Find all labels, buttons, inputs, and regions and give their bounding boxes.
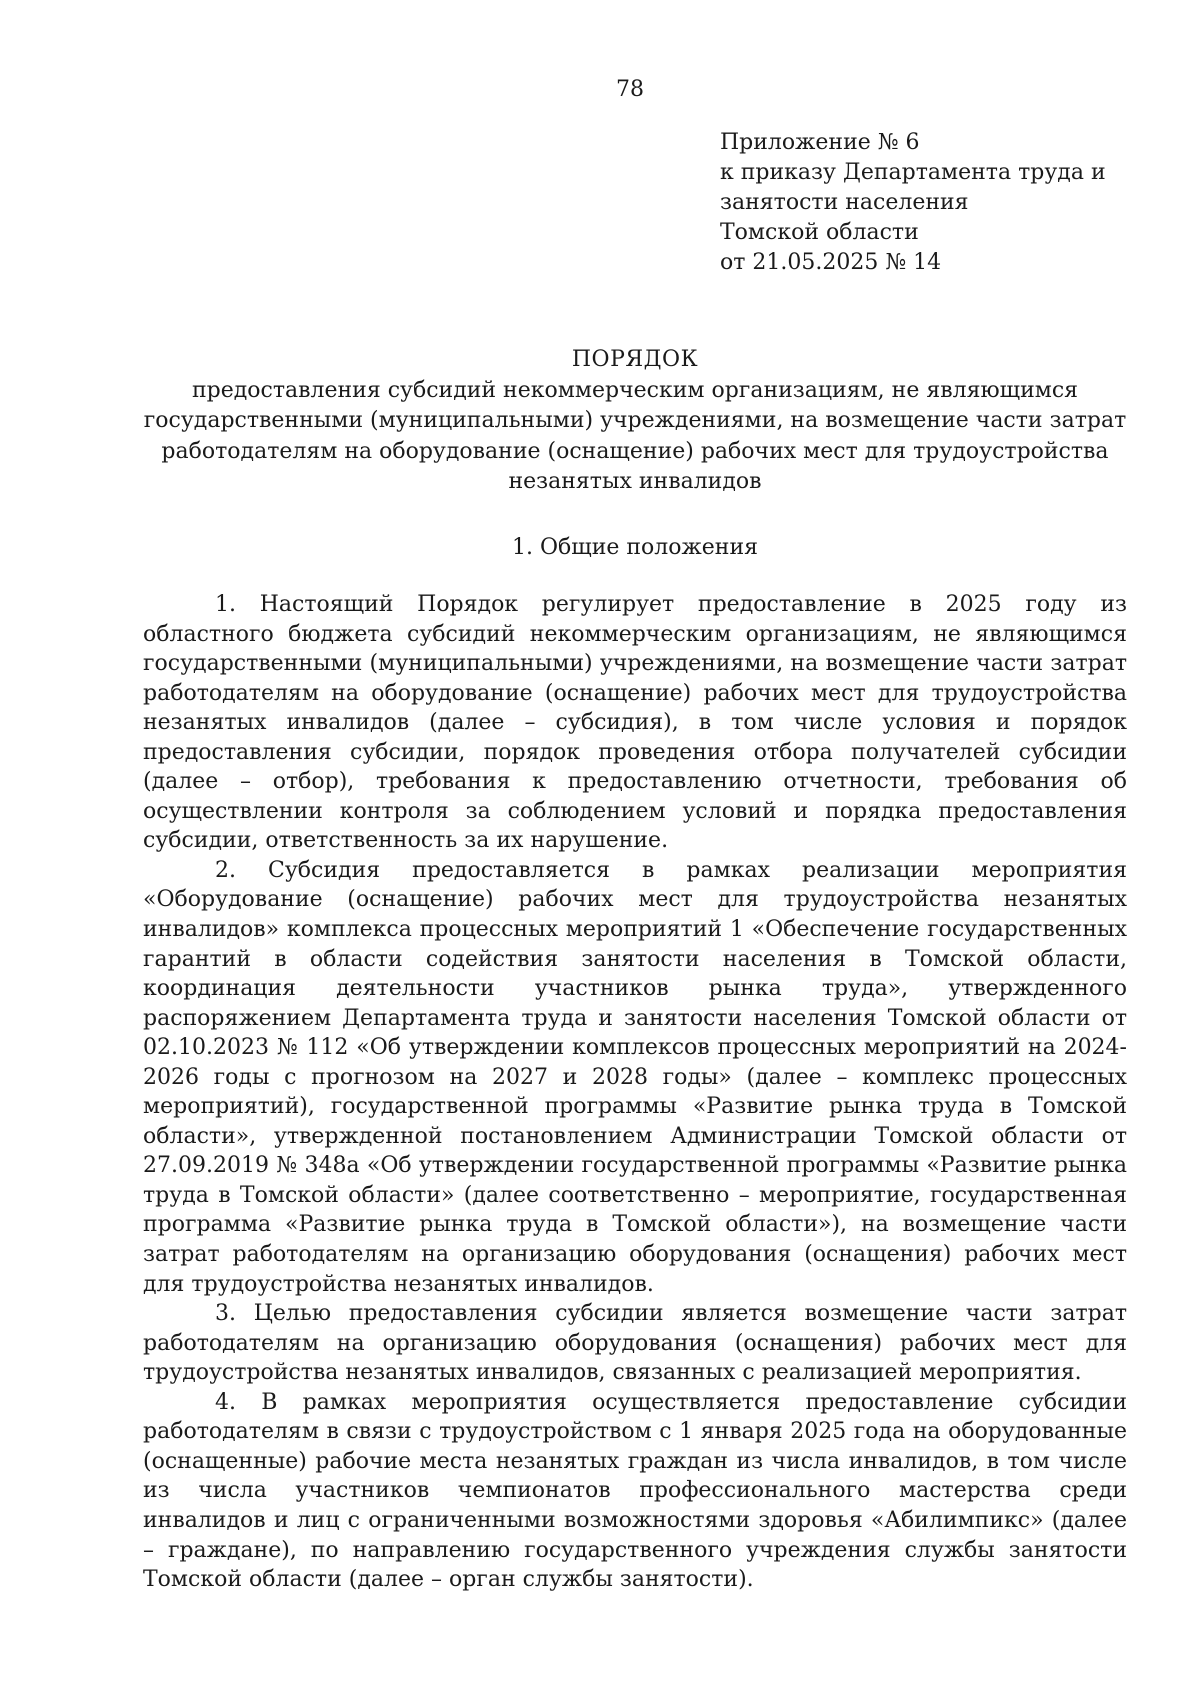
section-heading: 1. Общие положения	[512, 535, 758, 560]
paragraph-1: 1. Настоящий Порядок регулирует предоставление в 2025 году из областного бюджета субсидий некоммерческим организациям, не являющимся государственными (муниципальными) учреждениями, на возмещение части затрат работодателям на оборудование (оснащение) рабочих мест для трудоустройства незанятых инвалидов (далее – субсидия), в том числе условия и порядок предоставления субсидии, порядок проведения отбора получателей субсидии (далее – отбор), требования к предоставлению отчетности, требования об осуществлении контроля за соблюдением условий и порядка предоставления субсидии, ответственность за их нарушение.	[143, 592, 1127, 854]
appendix-line: занятости населения	[720, 190, 969, 215]
appendix-header	[720, 128, 1160, 278]
document-body	[143, 590, 1127, 1595]
appendix-line: к приказу Департамента труда и	[720, 160, 1106, 185]
document-subtitle-line: незанятых инвалидов	[508, 469, 762, 494]
paragraph-4: 4. В рамках мероприятия осуществляется предоставление субсидии работодателям в связи с трудоустройством с 1 января 2025 года на оборудованные (оснащенные) рабочие места незанятых граждан из числа инвалидов, в том числе из числа участников чемпионатов профессионального мастерства среди инвалидов и лиц с ограниченными возможностями здоровья «Абилимпикс» (далее – граждане), по направлению государственного учреждения службы занятости Томской области (далее – орган службы занятости).	[143, 1389, 1127, 1593]
document-subtitle-line: государственными (муниципальными) учреждениями, на возмещение части затрат	[143, 408, 1127, 433]
paragraph-3: 3. Целью предоставления субсидии является возмещение части затрат работодателям на организацию оборудования (оснащения) рабочих мест для трудоустройства незанятых инвалидов, связанных с реализацией мероприятия.	[143, 1301, 1127, 1386]
document-subtitle-line: работодателям на оборудование (оснащение) рабочих мест для трудоустройства	[161, 438, 1109, 464]
appendix-line: от 21.05.2025 № 14	[720, 250, 942, 275]
document-title: ПОРЯДОК	[571, 347, 699, 372]
paragraph-2: 2. Субсидия предоставляется в рамках реализации мероприятия «Оборудование (оснащение) рабочих мест для трудоустройства незанятых инвалидов» комплекса процессных мероприятий 1 «Обеспечение государственных гарантий в области содействия занятости населения в Томской области, координация деятельности участников рынка труда», утвержденного распоряжением Департамента труда и занятости населения Томской области от 02.10.2023 № 112 «Об утверждении комплексов процессных мероприятий на 2024-2026 годы с прогнозом на 2027 и 2028 годы» (далее – комплекс процессных мероприятий), государственной программы «Развитие рынка труда в Томской области», утвержденной постановлением Администрации Томской области от 27.09.2019 № 348а «Об утверждении государственной программы «Развитие рынка труда в Томской области» (далее соответственно – мероприятие, государственная программа «Развитие рынка труда в Томской области»), на возмещение части затрат работодателям на организацию оборудования (оснащения) рабочих мест для трудоустройства незанятых инвалидов.	[143, 857, 1127, 1297]
page-number: 78	[616, 77, 644, 102]
document-title-block	[140, 345, 1130, 498]
appendix-line: Томской области	[720, 220, 919, 245]
appendix-line: Приложение № 6	[720, 130, 920, 155]
document-subtitle-line: предоставления субсидий некоммерческим организациям, не являющимся	[191, 377, 1079, 403]
